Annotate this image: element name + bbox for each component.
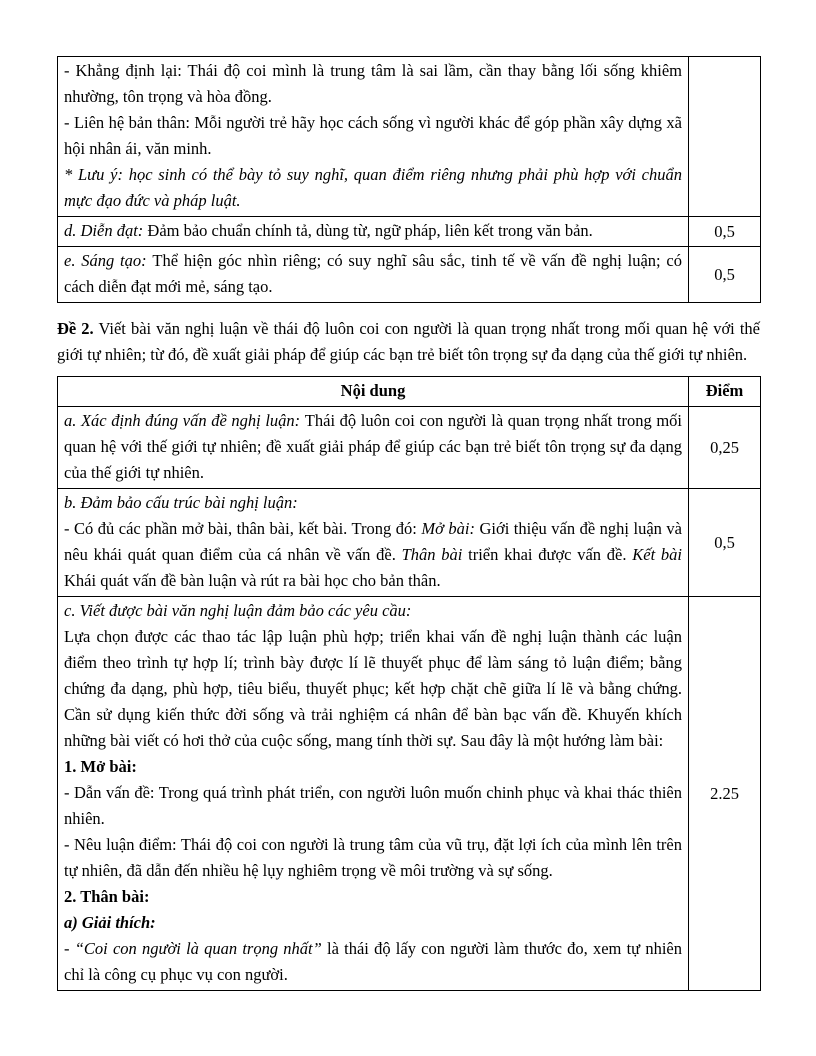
note-text: * Lưu ý: học sinh có thể bày tỏ suy nghĩ, quan điểm riêng nhưng phải phù hợp với chuẩn mực đạo đức và pháp luật. — [64, 165, 682, 210]
cell-content — [58, 57, 689, 217]
paragraph — [64, 832, 682, 884]
table-row — [58, 597, 761, 991]
de2-text: Viết bài văn nghị luận về thái độ luôn coi con người là quan trọng nhất trong mối quan hệ với thế giới tự nhiên; từ đó, đề xuất giải pháp để giúp các bạn trẻ biết tôn trọng sự đa dạng của thế giới tự nhiên. — [57, 319, 760, 364]
quoted-text: “Coi con người là quan trọng nhất” — [74, 939, 322, 958]
cell-points — [689, 57, 761, 217]
cell-content — [58, 597, 689, 991]
section-heading: 1. Mở bài: — [64, 757, 137, 776]
text-run: Khái quát vấn đề bàn luận và rút ra bài học cho bản thân. — [64, 571, 441, 590]
text-run: - Liên hệ bản thân: Mỗi người trẻ hãy học cách sống vì người khác để góp phần xây dựng xã hội nhân ái, văn minh. — [64, 113, 682, 158]
text-run: Kết bài — [632, 545, 682, 564]
text-run: là thái độ lấy con người làm thước đo, xem tự nhiên chỉ là công cụ phục vụ con người. — [64, 939, 682, 984]
col-header-noi-dung: Nội dung — [58, 377, 689, 407]
text-run: Mở bài: — [421, 519, 475, 538]
paragraph — [64, 780, 682, 832]
de2-label: Đề 2. — [57, 319, 94, 338]
cell-points: 0,5 — [689, 489, 761, 597]
table-row — [58, 247, 761, 303]
paragraph — [64, 218, 682, 244]
grading-table-de2 — [57, 376, 761, 991]
text-run: Đảm bảo chuẩn chính tả, dùng từ, ngữ pháp, liên kết trong văn bản. — [147, 221, 593, 240]
criterion-label: d. Diễn đạt: — [64, 221, 148, 240]
paragraph — [64, 58, 682, 110]
paragraph — [64, 162, 682, 214]
table-row — [58, 489, 761, 597]
cell-content — [58, 489, 689, 597]
cell-content — [58, 407, 689, 489]
text-run: - Nêu luận điểm: Thái độ coi con người là trung tâm của vũ trụ, đặt lợi ích của mình lên trên tự nhiên, đã dẫn đến nhiều hệ lụy nghiêm trọng về môi trường và sự sống. — [64, 835, 682, 880]
cell-content — [58, 217, 689, 247]
col-header-diem: Điểm — [689, 377, 761, 407]
text-run: - — [64, 939, 75, 958]
paragraph — [64, 754, 682, 780]
de2-prompt — [57, 316, 760, 368]
paragraph — [64, 884, 682, 910]
paragraph — [64, 110, 682, 162]
table-row — [58, 57, 761, 217]
paragraph — [64, 910, 682, 936]
text-run: - Có đủ các phần mở bài, thân bài, kết bài. Trong đó: — [64, 519, 422, 538]
table-row — [58, 217, 761, 247]
cell-points: 0,5 — [689, 247, 761, 303]
table-header-row — [58, 377, 761, 407]
paragraph — [64, 490, 682, 516]
subsection-heading: a) Giải thích: — [64, 913, 156, 932]
grading-table-de1-continued — [57, 56, 761, 303]
criterion-label: a. Xác định đúng vấn đề nghị luận: — [64, 411, 305, 430]
text-run: - Dẫn vấn đề: Trong quá trình phát triển, con người luôn muốn chinh phục và khai thác thiên nhiên. — [64, 783, 682, 828]
paragraph — [64, 408, 682, 486]
text-run: - Khẳng định lại: Thái độ coi mình là trung tâm là sai lầm, cần thay bằng lối sống khiêm nhường, tôn trọng và hòa đồng. — [64, 61, 682, 106]
text-run: triển khai được vấn đề. — [462, 545, 633, 564]
paragraph — [64, 936, 682, 988]
paragraph — [64, 624, 682, 754]
text-run: Thái độ luôn coi con người là quan trọng nhất trong mối quan hệ với thế giới tự nhiên; đề xuất giải pháp để giúp các bạn trẻ biết tôn trọng sự đa dạng của thế giới tự nhiên. — [64, 411, 683, 482]
paragraph — [64, 598, 682, 624]
cell-points: 0,5 — [689, 217, 761, 247]
cell-points: 0,25 — [689, 407, 761, 489]
criterion-label: c. Viết được bài văn nghị luận đảm bảo các yêu cầu: — [64, 601, 412, 620]
table-row — [58, 407, 761, 489]
section-heading: 2. Thân bài: — [64, 887, 150, 906]
cell-points: 2.25 — [689, 597, 761, 991]
cell-content — [58, 247, 689, 303]
text-run: Lựa chọn được các thao tác lập luận phù hợp; triển khai vấn đề nghị luận thành các luận điểm theo trình tự hợp lí; trình bày được lí lẽ thuyết phục để làm sáng tỏ luận điểm; bằng chứng đa dạng, phù hợp, tiêu biểu, thuyết phục; kết hợp chặt chẽ giữa lí lẽ và bằng chứng. Cần sử dụng kiến thức đời sống và trải nghiệm cá nhân để bàn bạc vấn đề. Khuyến khích những bài viết có hơi thở của cuộc sống, mang tính thời sự. Sau đây là một hướng làm bài: — [64, 627, 682, 750]
paragraph — [64, 248, 682, 300]
text-run: Giới thiệu vấn đề nghị luận và nêu khái quát quan điểm của cá nhân về vấn đề. — [64, 519, 682, 564]
criterion-label: b. Đảm bảo cấu trúc bài nghị luận: — [64, 493, 298, 512]
text-run: Thể hiện góc nhìn riêng; có suy nghĩ sâu sắc, tinh tế về vấn đề nghị luận; có cách diễn đạt mới mẻ, sáng tạo. — [64, 251, 683, 296]
text-run: Thân bài — [401, 545, 463, 564]
criterion-label: e. Sáng tạo: — [64, 251, 153, 270]
paragraph — [64, 516, 682, 594]
